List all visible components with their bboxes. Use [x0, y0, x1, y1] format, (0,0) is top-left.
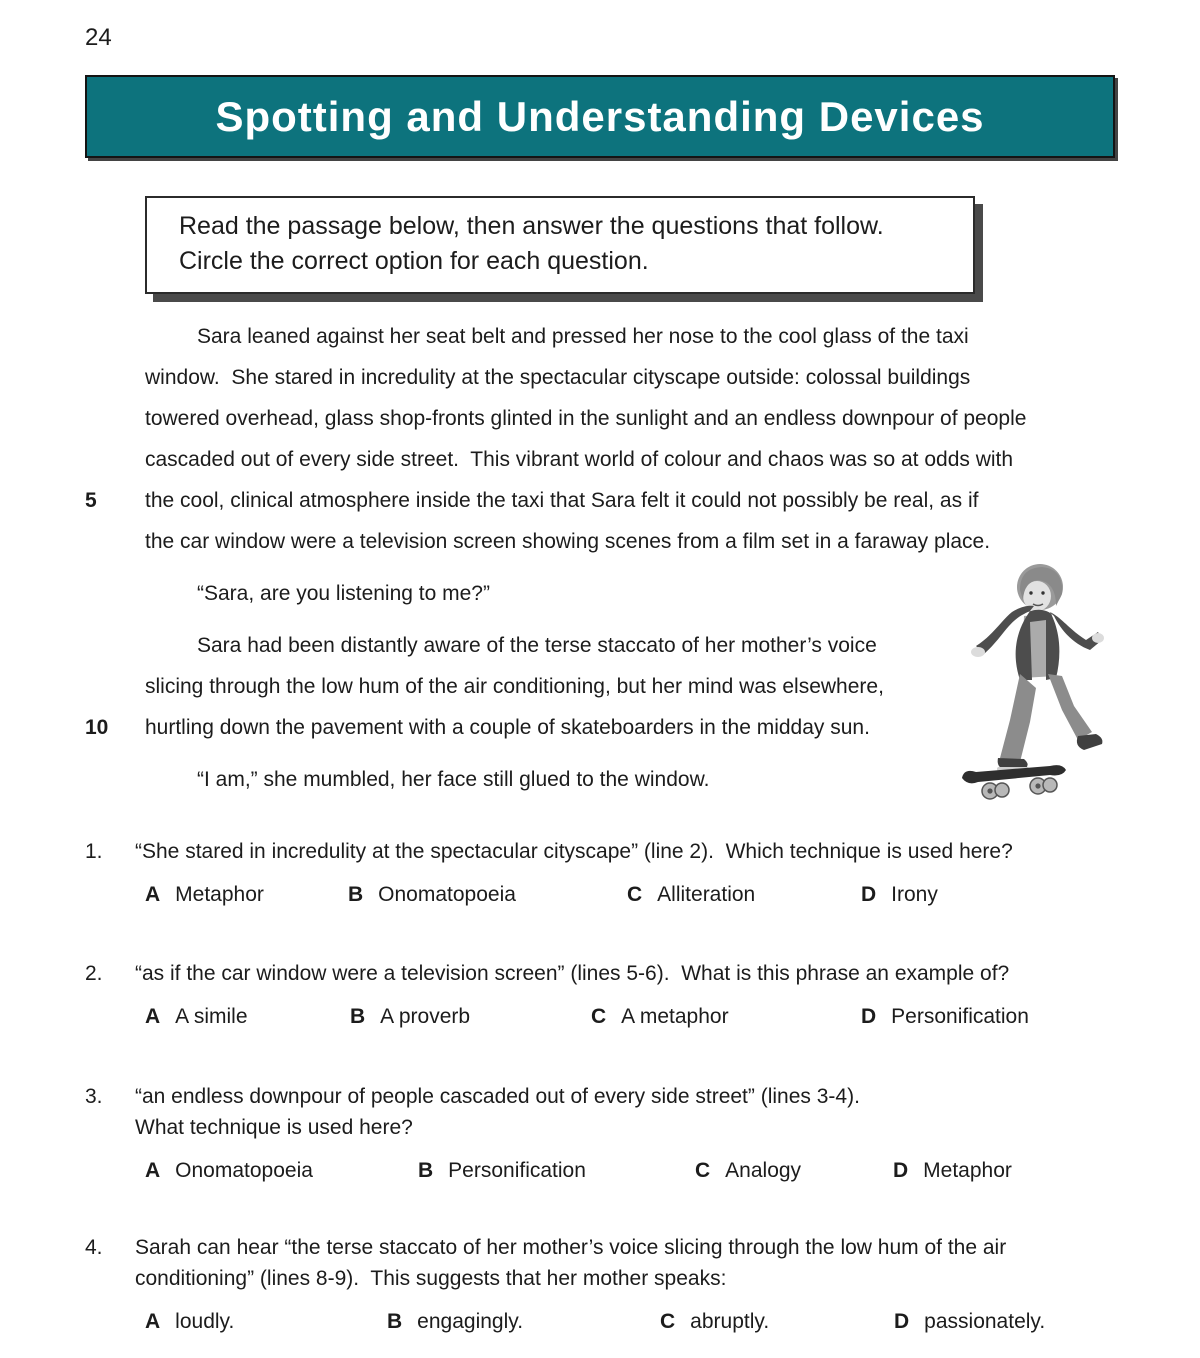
question-2-option-B[interactable] — [350, 1001, 591, 1032]
option-letter: D — [861, 883, 877, 906]
option-label: Onomatopoeia — [175, 1159, 313, 1182]
option-letter: B — [418, 1159, 434, 1182]
question-3-text: What technique is used here? — [135, 1116, 413, 1139]
question-3 — [85, 1081, 1125, 1186]
option-label: Analogy — [725, 1159, 802, 1182]
option-label: Personification — [891, 1005, 1029, 1028]
passage-line-text: Sara had been distantly aware of the terse staccato of her mother’s voice — [197, 634, 877, 657]
option-letter: A — [145, 1310, 161, 1333]
question-3-text: “an endless downpour of people cascaded out of every side street” (lines 3-4). — [135, 1085, 860, 1108]
option-letter: A — [145, 883, 161, 906]
question-1 — [85, 836, 1125, 910]
line-number-marker: 10 — [85, 716, 109, 739]
instruction-line-1: Read the passage below, then answer the questions that follow. — [179, 212, 884, 240]
option-letter: C — [660, 1310, 676, 1333]
question-3-option-D[interactable] — [893, 1155, 1125, 1186]
passage-line — [145, 398, 1130, 439]
question-1-option-A[interactable] — [145, 879, 348, 910]
option-label: Metaphor — [923, 1159, 1012, 1182]
option-letter: A — [145, 1005, 161, 1028]
question-1-text: “She stared in incredulity at the spectacular cityscape” (line 2). Which technique is used here? — [135, 840, 1013, 863]
question-4-number: 4. — [85, 1236, 103, 1259]
question-3-option-A[interactable] — [145, 1155, 418, 1186]
question-1-number: 1. — [85, 840, 103, 863]
question-2-text: “as if the car window were a television screen” (lines 5-6). What is this phrase an example of? — [135, 962, 1010, 985]
option-label: passionately. — [924, 1310, 1046, 1333]
question-3-number: 3. — [85, 1085, 103, 1108]
option-label: engagingly. — [417, 1310, 524, 1333]
question-3-options — [145, 1155, 1125, 1186]
question-3-option-C[interactable] — [695, 1155, 893, 1186]
question-2-option-D[interactable] — [861, 1001, 1125, 1032]
option-letter: D — [894, 1310, 910, 1333]
question-1-options — [145, 879, 1125, 910]
passage-line — [145, 357, 1130, 398]
question-4-text: conditioning” (lines 8-9). This suggests that her mother speaks: — [135, 1267, 727, 1290]
question-1-option-C[interactable] — [627, 879, 861, 910]
skateboarder-illustration — [950, 560, 1130, 810]
option-letter: B — [348, 883, 364, 906]
option-label: A proverb — [380, 1005, 471, 1028]
passage-line — [145, 521, 1130, 562]
passage-line-text: slicing through the low hum of the air conditioning, but her mind was elsewhere, — [145, 675, 884, 698]
option-label: loudly. — [175, 1310, 235, 1333]
question-3-option-B[interactable] — [418, 1155, 695, 1186]
question-4-option-D[interactable] — [894, 1306, 1125, 1337]
page-number: 24 — [85, 24, 112, 51]
question-2 — [85, 958, 1125, 1032]
option-letter: B — [350, 1005, 366, 1028]
passage-line-text: cascaded out of every side street. This vibrant world of colour and chaos was so at odds with — [145, 448, 1014, 471]
passage-line-text: window. She stared in incredulity at the spectacular cityscape outside: colossal buildings — [145, 366, 971, 389]
line-number-marker: 5 — [85, 489, 97, 512]
option-label: A simile — [175, 1005, 248, 1028]
question-2-number: 2. — [85, 962, 103, 985]
question-4-text: Sarah can hear “the terse staccato of her mother’s voice slicing through the low hum of the air — [135, 1236, 1007, 1259]
option-letter: A — [145, 1159, 161, 1182]
option-letter: B — [387, 1310, 403, 1333]
page-title: Spotting and Understanding Devices — [215, 92, 985, 140]
option-label: Alliteration — [657, 883, 756, 906]
question-4-option-C[interactable] — [660, 1306, 894, 1337]
passage-line-text: the cool, clinical atmosphere inside the taxi that Sara felt it could not possibly be real, as if — [145, 489, 979, 512]
instruction-box — [145, 196, 975, 294]
passage-line-text: hurtling down the pavement with a couple of skateboarders in the midday sun. — [145, 716, 870, 739]
question-4 — [85, 1232, 1125, 1337]
option-label: abruptly. — [690, 1310, 770, 1333]
passage-line-text: “I am,” she mumbled, her face still glued to the window. — [197, 768, 710, 791]
passage-line — [85, 480, 1130, 521]
option-label: Onomatopoeia — [378, 883, 516, 906]
question-4-options — [145, 1306, 1125, 1337]
option-letter: D — [861, 1005, 877, 1028]
passage-line — [145, 316, 1130, 357]
question-4-option-A[interactable] — [145, 1306, 387, 1337]
question-4-option-B[interactable] — [387, 1306, 660, 1337]
option-letter: C — [591, 1005, 607, 1028]
title-banner — [85, 75, 1115, 158]
option-label: Irony — [891, 883, 938, 906]
option-label: Metaphor — [175, 883, 264, 906]
passage-line-text: towered overhead, glass shop-fronts glinted in the sunlight and an endless downpour of people — [145, 407, 1027, 430]
option-letter: C — [695, 1159, 711, 1182]
instruction-line-2: Circle the correct option for each question. — [179, 247, 649, 275]
question-1-option-D[interactable] — [861, 879, 1125, 910]
option-letter: C — [627, 883, 643, 906]
option-letter: D — [893, 1159, 909, 1182]
passage-line-text: Sara leaned against her seat belt and pressed her nose to the cool glass of the taxi — [197, 325, 969, 348]
option-label: A metaphor — [621, 1005, 729, 1028]
question-2-option-C[interactable] — [591, 1001, 861, 1032]
passage-line-text: the car window were a television screen showing scenes from a film set in a faraway place. — [145, 530, 991, 553]
question-1-option-B[interactable] — [348, 879, 627, 910]
question-2-options — [145, 1001, 1125, 1032]
question-2-option-A[interactable] — [145, 1001, 350, 1032]
passage-line-text: “Sara, are you listening to me?” — [197, 582, 490, 605]
option-label: Personification — [448, 1159, 586, 1182]
passage-line — [145, 439, 1130, 480]
